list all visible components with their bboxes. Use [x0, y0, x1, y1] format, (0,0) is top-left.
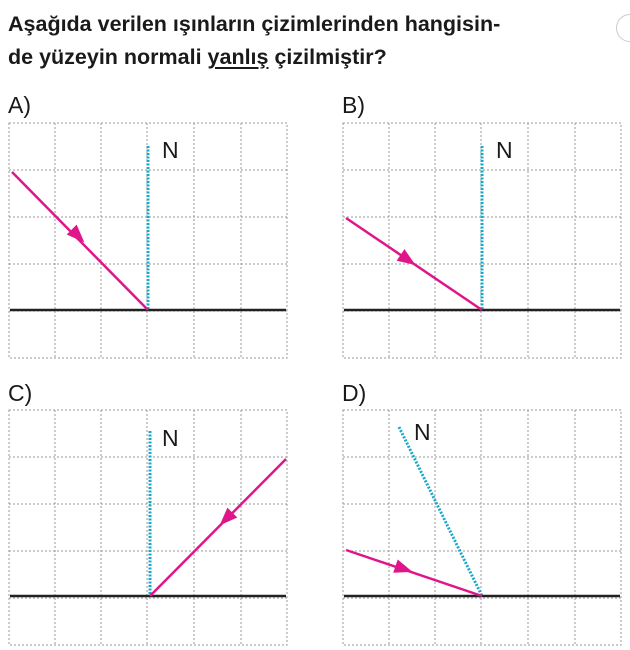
option-d-label[interactable]: D) [342, 380, 367, 406]
option-c-diagram[interactable] [8, 409, 290, 647]
question-emphasis: yanlış [207, 45, 269, 69]
ray-arrow-icon [393, 559, 415, 578]
normal-label: N [162, 137, 179, 163]
ray-arrow-icon [67, 225, 90, 248]
question-text [8, 8, 620, 74]
normal-label: N [496, 137, 513, 163]
option-a-diagram[interactable] [8, 122, 290, 360]
option-a-label[interactable]: A) [8, 92, 31, 118]
question-line-2-end: çizilmiştir? [268, 45, 387, 69]
light-ray [150, 459, 286, 596]
grid [343, 410, 621, 645]
normal-line [399, 427, 482, 596]
normal-label: N [414, 419, 431, 445]
option-d-diagram[interactable] [342, 409, 624, 647]
normal-label: N [162, 425, 179, 451]
grid [9, 410, 287, 645]
option-b-diagram[interactable] [342, 122, 624, 360]
ray-arrow-icon [397, 249, 420, 271]
option-c-label[interactable]: C) [8, 380, 33, 406]
option-b-label[interactable]: B) [342, 92, 365, 118]
light-ray [12, 172, 148, 310]
question-line-1: Aşağıda verilen ışınların çizimlerinden hangisin- [8, 12, 501, 36]
question-line-2-start: de yüzeyin normali [8, 45, 208, 69]
